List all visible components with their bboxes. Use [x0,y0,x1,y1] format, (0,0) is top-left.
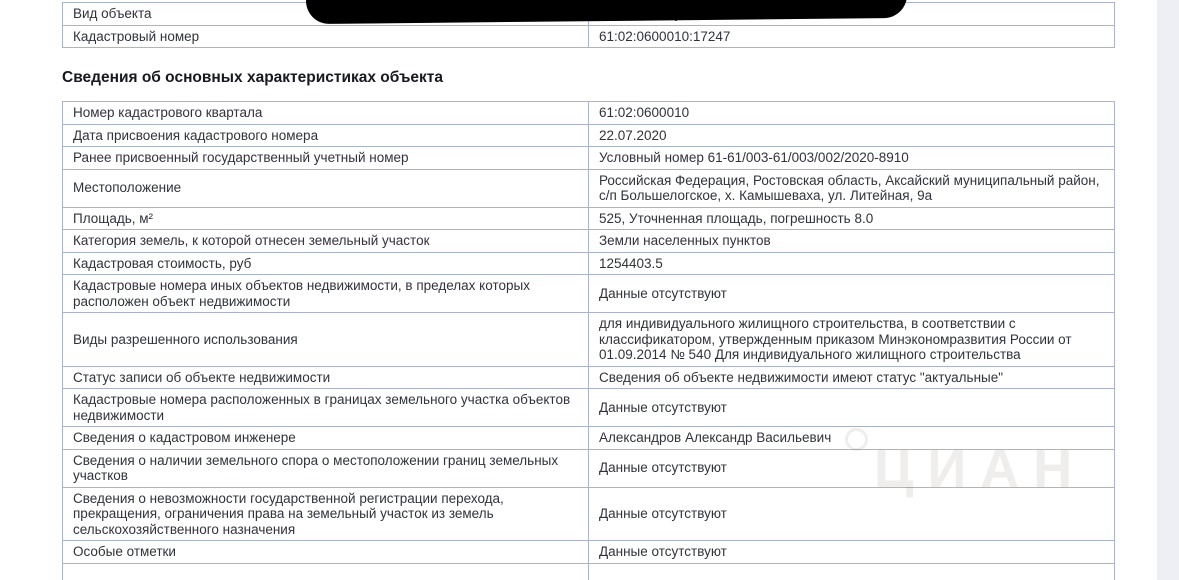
row-label: Местоположение [63,169,589,207]
row-label: Виды разрешенного использования [63,313,589,367]
section-title: Сведения об основных характеристиках объекта [62,69,444,86]
row-label: Ранее присвоенный государственный учетный номер [63,147,589,170]
row-value: 61:02:0600010:17247 [589,25,1115,48]
table-row [63,169,1115,207]
table-row [63,252,1115,275]
table-row [63,541,1115,564]
row-label: Вид объекта [63,3,589,26]
table-row [63,230,1115,253]
table-row [63,147,1115,170]
row-label: Кадастровые номера иных объектов недвижимости, в пределах которых расположен объект недвижимости [63,275,589,313]
row-label: Особые отметки [63,541,589,564]
row-value: 22.07.2020 [589,124,1115,147]
main-characteristics-table [62,101,1115,580]
table-row [63,124,1115,147]
table-row [63,313,1115,367]
table-row [63,275,1115,313]
table-row [63,487,1115,541]
row-label [63,563,589,580]
row-label: Категория земель, к которой отнесен земельный участок [63,230,589,253]
row-value: Александров Александр Васильевич [589,427,1115,450]
row-value: Данные отсутствуют [589,449,1115,487]
row-value: Данные отсутствуют [589,275,1115,313]
table-row [63,427,1115,450]
row-label: Кадастровая стоимость, руб [63,252,589,275]
row-value: Данные отсутствуют [589,389,1115,427]
row-value: Земли населенных пунктов [589,230,1115,253]
page-right-gutter [1157,0,1179,580]
table-row [63,389,1115,427]
row-value: 1254403.5 [589,252,1115,275]
row-label: Номер кадастрового квартала [63,102,589,125]
row-value: Условный номер 61-61/003-61/003/002/2020-8910 [589,147,1115,170]
row-value [589,563,1115,580]
row-value: 61:02:0600010 [589,102,1115,125]
table-row [63,366,1115,389]
row-value: Российская Федерация, Ростовская область, Аксайский муниципальный район, с/п Большелогское, х. Камышеваха, ул. Литейная, 9а [589,169,1115,207]
row-label: Дата присвоения кадастрового номера [63,124,589,147]
row-label: Сведения о кадастровом инженере [63,427,589,450]
row-value: Данные отсутствуют [589,541,1115,564]
table-row [63,102,1115,125]
row-label: Сведения о наличии земельного спора о местоположении границ земельных участков [63,449,589,487]
row-value: Данные отсутствуют [589,487,1115,541]
table-row [63,207,1115,230]
row-label: Кадастровые номера расположенных в границах земельного участка объектов недвижимости [63,389,589,427]
row-label: Статус записи об объекте недвижимости [63,366,589,389]
clipped-table-row [63,563,1115,580]
table-row [63,25,1115,48]
row-label: Площадь, м² [63,207,589,230]
row-value: 525, Уточненная площадь, погрешность 8.0 [589,207,1115,230]
row-value: Сведения об объекте недвижимости имеют статус "актуальные" [589,366,1115,389]
table-row [63,449,1115,487]
row-label: Кадастровый номер [63,25,589,48]
row-label: Сведения о невозможности государственной регистрации перехода, прекращения, ограничения права на земельный участок из земель сельскохозяйственного назначения [63,487,589,541]
row-value: для индивидуального жилищного строительства, в соответствии с классификатором, утвержденным приказом Минэкономразвития России от 01.09.2014 № 540 Для индивидуального жилищного строительства [589,313,1115,367]
content-area [62,2,1115,580]
